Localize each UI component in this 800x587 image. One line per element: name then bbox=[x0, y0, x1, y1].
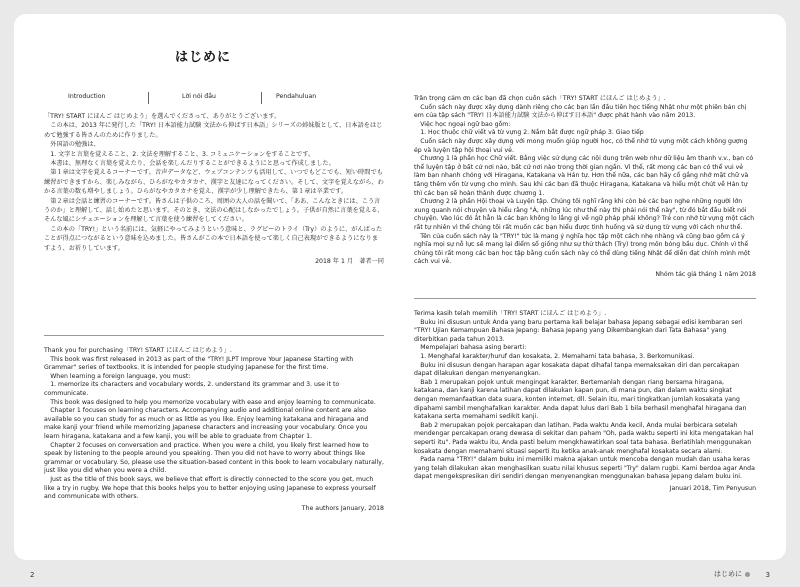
indonesian-paragraph: Mempelajari bahasa asing berarti: bbox=[420, 344, 527, 352]
indonesian-signature: Januari 2018, Tim Penyusun bbox=[669, 484, 756, 492]
vietnamese-paragraph: Chương 1 là phần học Chữ viết. Bằng việc sử dụng các nội dung trên web như dữ liệu âm thanh v.v., bạn có thể luyện tập ở bất cứ nơi nào, bất cứ nơi nào trong thời gian ngắn. Vì thế, rất mong các bạn có thể vui vẻ làm bạn nhanh chóng với Hiragana, Katakana và Hán tự. Hơn thế nữa, các bạn hãy cố gắng nhớ mặt chữ và tăng thêm vốn từ vựng cho mình. Sau khi các bạn đã thuộc Hiragana, Katakana và hiểu một chút về Hán tự thì các bạn sẽ hoàn thành được chương 1. bbox=[414, 155, 754, 197]
english-paragraph: Just as the title of this book says, we believe that effort is directly connected to the score you get, much like a try in rugby. We hope that this books helps you to better enjoying using Japanese to express yourself and communicate with others. bbox=[44, 475, 376, 501]
vietnamese-paragraph: Việc học ngoại ngữ bao gồm: bbox=[420, 120, 511, 128]
english-paragraph: This book was first released in 2013 as part of the "TRY! JLPT Improve Your Japanese Starting with Grammar" series of textbooks. It is intended for people studying Japanese for the first time. bbox=[44, 355, 354, 372]
language-label-indonesian: Pendahuluan bbox=[276, 93, 317, 100]
japanese-section bbox=[44, 112, 384, 332]
japanese-paragraph: 1. 文字と言葉を覚えること、2. 文法を理解すること、3. コミュニケーションをすることです。 bbox=[50, 150, 315, 158]
divider bbox=[44, 335, 384, 336]
bullet-icon bbox=[745, 572, 750, 577]
japanese-paragraph: 第１章は文字を覚えるコーナーです。音声データなど、ウェブコンテンツも活用して、いつでもどこでも、短い時間でも練習ができますから、楽しみながら、ひらがなやカタカナ、漢字と友達になってください。そして、文字を覚えながら、わかる言葉の数も増やしましょう。ひらがなやカタカナを覚え、漢字が少し理解できたら、第１章は卒業です。 bbox=[44, 169, 384, 196]
language-label-vietnamese: Lời nói đầu bbox=[182, 93, 216, 100]
indonesian-section bbox=[414, 310, 756, 532]
japanese-paragraph: 「TRY! START にほんご はじめよう」を選んでくださって、ありがとうございます。 bbox=[44, 113, 281, 120]
vietnamese-paragraph: Cuốn sách này được xây dựng dành riêng cho các bạn lần đầu tiên học tiếng Nhật như một phiên bản chị em của tập sách "TRY! 日本語能力試験 文法から伸ばす日本語" được phát hành vào năm 2013. bbox=[414, 103, 747, 120]
english-paragraph: When learning a foreign language, you must: bbox=[50, 372, 191, 380]
vietnamese-signature: Nhóm tác giả tháng 1 năm 2018 bbox=[655, 270, 756, 278]
vietnamese-paragraph: Tên của cuốn sách này là "TRY!" tức là mang ý nghĩa học tập một cách nhẹ nhàng và cũng bao gồm cả ý nghĩa mọi sự nỗ lực sẽ mang lại điểm số giống như sự thử thách (Try) trong môn bóng bầu dục. Chính vì thế chúng tôi rất mong các bạn học tập bằng cuốn sách này có thể dùng tiếng Nhật để diễn đạt chính mình một cách vui vẻ. bbox=[414, 232, 751, 266]
indonesian-paragraph: Pada nama "TRY!" dalam buku ini memiliki makna ajakan untuk mencoba dengan mudah dan usaha keras yang telah dilakukan akan menghasilkan suatu nilai khusus seperti "Try" dalam rugbi. Kami berdoa agar Anda dapat mengekspresikan diri sendiri dengan menyenangkan menggunakan bahasa Jepang dalam buku ini. bbox=[414, 456, 755, 481]
indonesian-paragraph: Buku ini disusun dengan harapan agar kosakata dapat dihafal tanpa memaksakan diri dan percakapan dapat dilakukan dengan menyenangkan. bbox=[414, 361, 740, 378]
english-paragraph: Thank you for purchasing「TRY! START にほんご はじめよう」. bbox=[44, 347, 232, 354]
english-paragraph: Chapter 1 focuses on learning characters. Accompanying audio and additional online content are also available so you can study for as much or as little as you like. Enjoy learning katakana and hiragana and make kanji your friend while memorizing Japanese characters and increasing your vocabulary. Once you learn hiragana, katakana and a few kanji, you will be able to graduate from Chapter 1. bbox=[44, 407, 369, 440]
japanese-paragraph: この本の「TRY!」という名前には、気軽にやってみようという意味と、ラグビーのトライ（Try）のように、がんばったことが得点につながるという意味を込めました。皆さんがこの本で日本語を使って楽しく自己表現ができるようになりますよう、お祈りしています。 bbox=[44, 225, 383, 252]
running-footer bbox=[714, 569, 756, 579]
japanese-paragraph: 第２章は会話と練習のコーナーです。皆さんは子供のころ、周囲の大人の話を聞いて、「ああ、こんなときには、こう言うのか」と理解して、話し始めたと思います。そのとき、文法の心配はしなかったでしょう。子供が自然に言葉を覚える、そんな風にシチュエーションを理解して言葉を使う練習をしてください。 bbox=[44, 197, 384, 224]
indonesian-paragraph: Bab 1 merupakan pojok untuk mengingat karakter. Bertemanlah dengan riang bersama hiragana, katakana, dan kanji karena latihan dapat dilakukan kapan pun, di mana pun, dan dalam waktu singkat dengan memanfaatkan data suara, konten internet, dll. Selain itu, mari tingkatkan jumlah kosakata yang dipahami sambil menghafalkan karakter. Anda dapat lulus dari Bab 1 bila berhasil menghafal hiragana dan katakana serta memahami sedikit kanji. bbox=[414, 378, 747, 421]
language-label-english: Introduction bbox=[68, 93, 106, 100]
english-paragraph: Chapter 2 focuses on conversation and practice. When you were a child, you likely first learned how to speak by listening to the people around you speaking. Then you did not have to worry about things like grammar or vocabulary. So, please use the situation-based content in this book to learn vocabulary naturally, just like you did when you were a child. bbox=[44, 441, 384, 475]
indonesian-paragraph: Terima kasih telah memilih「TRY! START にほんご はじめよう」. bbox=[414, 310, 607, 317]
english-paragraph: This book was designed to help you memorize vocabulary with ease and enjoy learning to communicate. bbox=[50, 398, 376, 406]
header-separator bbox=[148, 92, 149, 104]
vietnamese-section bbox=[414, 95, 756, 295]
vietnamese-paragraph: Chương 2 là phần Hội thoại và Luyện tập. Chúng tôi nghĩ rằng khi còn bé các bạn nghe những người lớn xung quanh nói chuyện và hiểu rằng "À, những lúc như thế này thì phải nói thế này", từ đó bắt đầu biết nói chuyện. Vào lúc đó ắt hẳn là các bạn không lo lắng gì về ngữ pháp phải không? Trẻ con nhớ từ vựng một cách rất tự nhiên vì thế chúng tôi rất muốn các bạn hiểu được tình huống và sử dụng từ vựng với cách như thế. bbox=[414, 198, 755, 231]
language-header bbox=[54, 93, 350, 105]
footer-section-label: はじめに bbox=[714, 570, 742, 578]
english-paragraph: 1. memorize its characters and vocabulary words, 2. understand its grammar and 3. use it to communicate. bbox=[44, 381, 340, 397]
vietnamese-paragraph: 1. Học thuộc chữ viết và từ vựng 2. Nắm bắt được ngữ pháp 3. Giao tiếp bbox=[420, 129, 644, 137]
page-number-left: 2 bbox=[30, 571, 35, 579]
japanese-signature: 2018 年 1 月 著者一同 bbox=[315, 258, 384, 266]
page-number-right: 3 bbox=[765, 571, 770, 579]
vietnamese-paragraph: Trân trọng cảm ơn các bạn đã chọn cuốn sách「TRY! START にほんご はじめよう」. bbox=[414, 95, 666, 102]
japanese-paragraph: この本は、2013 年に発行した「TRY! 日本語能力試験 文法から伸ばす日本語」シリーズの姉妹版として、日本語をはじめて勉強する皆さんのために作りました。 bbox=[44, 122, 383, 139]
japanese-paragraph: 本書は、無理なく言葉を覚えたり、会話を楽しんだりすることができるようにと思って作成しました。 bbox=[50, 160, 335, 168]
indonesian-paragraph: Bab 2 merupakan pojok percakapan dan latihan. Pada waktu Anda kecil, Anda mulai berbicara setelah mendengar percakapan orang dewasa di sekitar dan paham "Oh, pada waktu seperti ini kita mengatakan hal seperti itu". Pada waktu itu, Anda pasti belum mengkhawatirkan soal tata bahasa. Berlatihlah menggunakan kosakata dengan memahami situasi seperti itu ketika anak-anak menghafal kosakata secara alami. bbox=[414, 421, 754, 455]
indonesian-paragraph: Buku ini disusun untuk Anda yang baru pertama kali belajar bahasa Jepang sebagai edisi kembaran seri "TRY! Ujian Kemampuan Bahasa Jepang: Bahasa Jepang yang Dikembangkan dari Tata Bahasa" yang diterbitkan pada tahun 2013. bbox=[414, 318, 743, 343]
indonesian-paragraph: 1. Menghafal karakter/huruf dan kosakata, 2. Memahami tata bahasa, 3. Berkomunikasi. bbox=[420, 352, 695, 360]
page-title: はじめに bbox=[174, 50, 231, 65]
japanese-paragraph: 外国語の勉強は、 bbox=[50, 141, 100, 149]
vietnamese-paragraph: Cuốn sách này được xây dựng với mong muốn giúp người học, có thể nhớ từ vựng một cách không gượng ép và luyện tập hội thoại vui vẻ. bbox=[414, 137, 748, 154]
divider bbox=[414, 298, 756, 299]
english-signature: The authors January, 2018 bbox=[301, 504, 384, 512]
header-separator bbox=[261, 92, 262, 104]
english-section bbox=[44, 347, 384, 531]
